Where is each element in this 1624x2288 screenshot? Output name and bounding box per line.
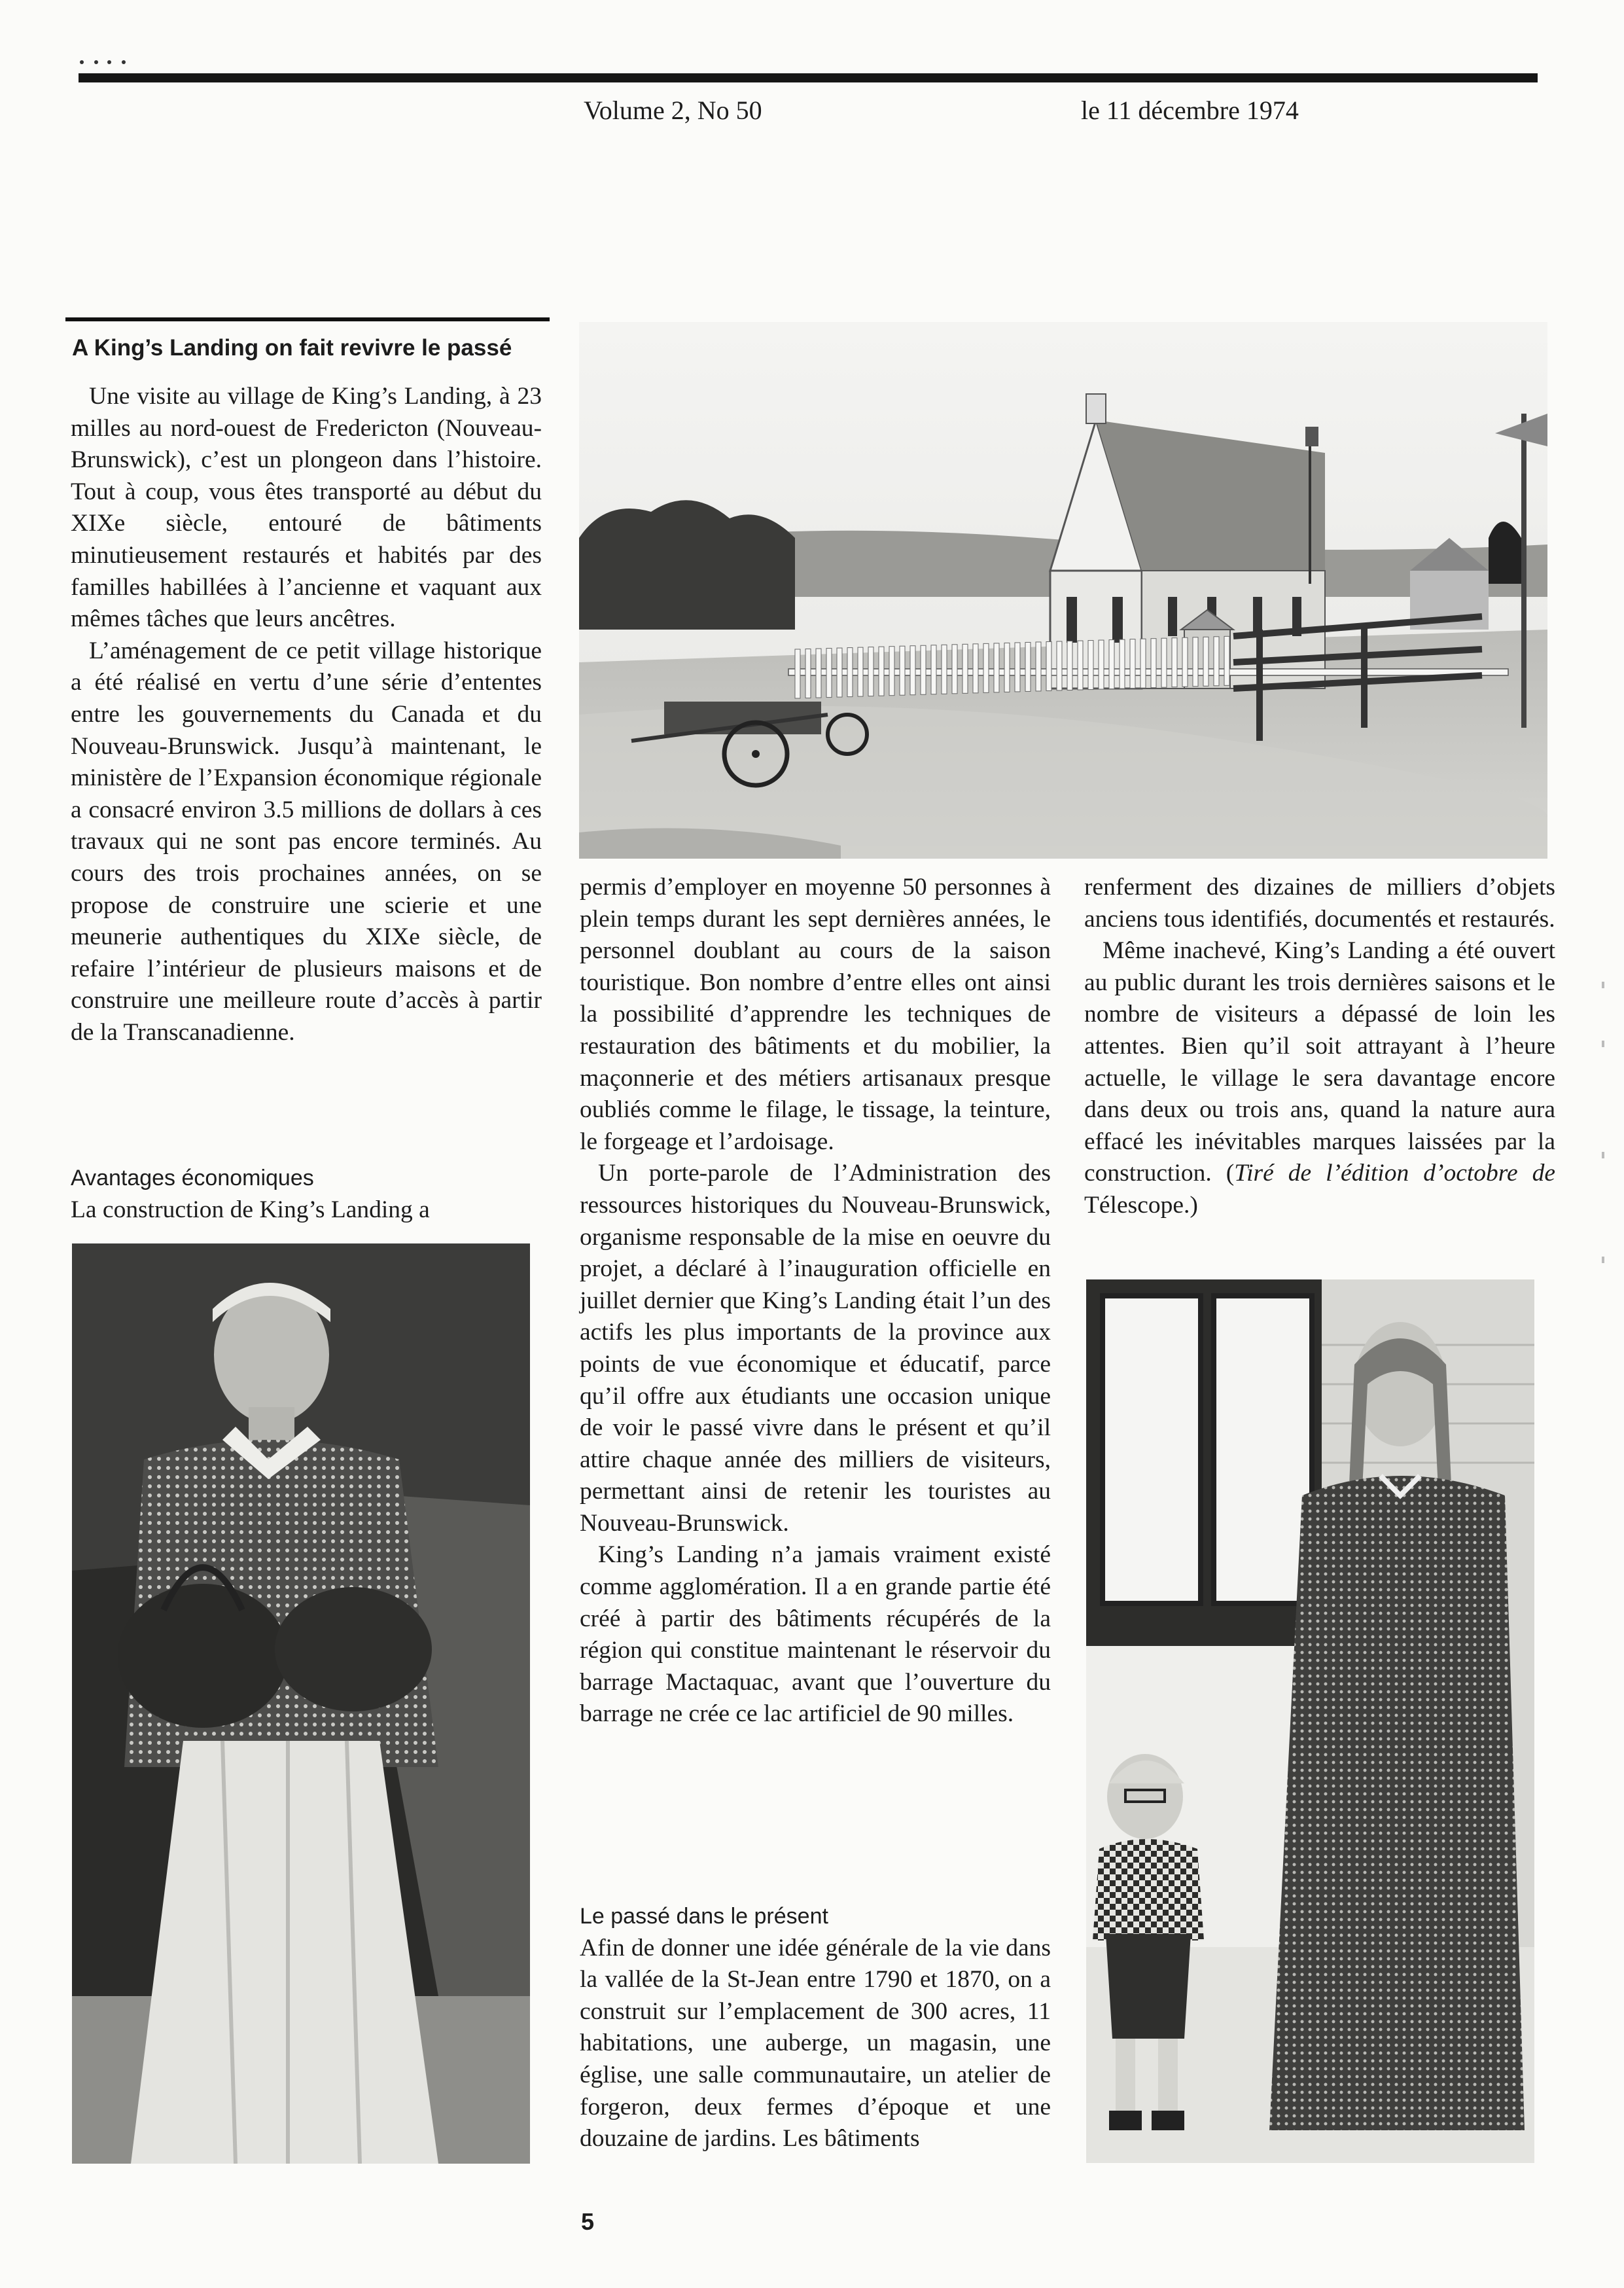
column-2-top <box>580 872 1051 1730</box>
paragraph: Une visite au village de King’s Landing, à 23 milles au nord-ouest de Fredericton (Nouveau-Brunswick), c’est un plongeon dans l’histoire. Tout à coup, vous êtes transporté au début du XIXe siècle, entouré de bâtiments minutieusement restaurés et habités par des familles habillées à l’ancienne et vaquant aux mêmes tâches que leurs ancêtres. <box>71 383 542 633</box>
issue-date: le 11 décembre 1974 <box>1081 96 1299 125</box>
paragraph <box>1084 935 1555 1221</box>
article-headline: A King’s Landing on fait revivre le passé <box>72 335 512 361</box>
village-church-photo <box>579 322 1547 859</box>
woman-and-child-photo <box>1086 1279 1534 2163</box>
paragraph: renferment des dizaines de milliers d’objets anciens tous identifiés, documentés et restaurés. <box>1084 874 1555 933</box>
column-1-top <box>71 381 542 1048</box>
subheading-passe-present: Le passé dans le présent <box>580 1904 828 1929</box>
paragraph: La construction de King’s Landing a <box>71 1196 430 1223</box>
subheading-avantages: Avantages économiques <box>71 1166 314 1190</box>
credit-open: ( <box>1226 1160 1235 1187</box>
column-3 <box>1084 872 1555 1222</box>
scan-margin-marks <box>1597 982 1610 1374</box>
paragraph: Un porte-parole de l’Administration des ressources historiques du Nouveau-Brunswick, organisme responsable de la mise en oeuvre du projet, a déclaré à l’inauguration officielle en juillet dernier que King’s Landing était l’un des actifs les plus importants de la province aux points de vue économique et éducatif, parce qu’il offre aux étudiants une occasion unique de voir le passé vivre dans le présent et qu’il attire chaque année des milliers de visiteurs, permettant ainsi de retenir les touristes au Nouveau-Brunswick. <box>580 1160 1051 1537</box>
paragraph: L’aménagement de ce petit village historique a été réalisé en vertu d’une série d’ententes entre les gouvernements du Canada et du Nouveau-Brunswick. Jusqu’à maintenant, le ministère de l’Expansion économique régionale a consacré environ 3.5 millions de dollars à ces travaux qui ne sont pas encore terminés. Au cours des trois prochaines années, on se propose de construire une scierie et une meunerie authentiques du XIXe siècle, de refaire l’intérieur de plusieurs maisons et de construire une meilleure route d’accès à partir de la Transcanadienne. <box>71 637 542 1046</box>
credit-publication: Télescope.) <box>1084 1191 1198 1219</box>
paragraph: King’s Landing n’a jamais vraiment existé comme agglomération. Il a en grande partie été créé à partir des bâtiments récupérés de la région qui constitue maintenant le réservoir du barrage Mactaquac, avant que l’ouverture du barrage ne crée ce lac artificiel de 90 milles. <box>580 1541 1051 1728</box>
paragraph: permis d’employer en moyenne 50 personnes à plein temps durant les sept dernières années, le personnel doublant au cours de la saison touristique. Bon nombre d’entre elles ont ainsi la possibilité d’apprendre les techniques de restauration des bâtiments et du mobilier, la maçonnerie et des métiers artisanaux presque oubliés comme le filage, le tissage, la teinture, le forgeage et l’ardoisage. <box>580 874 1051 1155</box>
column-2-bottom <box>580 1901 1051 2155</box>
paragraph-text: Même inachevé, King’s Landing a été ouvert au public durant les trois dernières saisons et le nombre de visiteurs a dépassé de loin les attentes. Bien qu’il soit attrayant à l’heure actuelle, le village le sera davantage encore dans deux ou trois ans, quand la nature aura effacé les inévitables marques laissées par la construction. <box>1084 937 1555 1187</box>
credit-italic: Tiré de l’édition d’octobre de <box>1234 1160 1556 1187</box>
header-rule <box>79 73 1538 82</box>
page-number: 5 <box>581 2208 595 2235</box>
volume-number: Volume 2, No 50 <box>584 96 762 125</box>
girl-with-baskets-photo <box>72 1243 530 2164</box>
paragraph: Afin de donner une idée générale de la vie dans la vallée de la St-Jean entre 1790 et 1870, on a construit sur l’emplacement de 300 acres, 11 habitations, une auberge, un magasin, une église, une salle communautaire, un atelier de forgeron, deux fermes d’époque et une douzaine de jardins. Les bâtiments <box>580 1934 1051 2153</box>
column-1-bottom <box>71 1162 542 1226</box>
print-specks <box>80 58 132 65</box>
headline-rule <box>65 317 550 321</box>
